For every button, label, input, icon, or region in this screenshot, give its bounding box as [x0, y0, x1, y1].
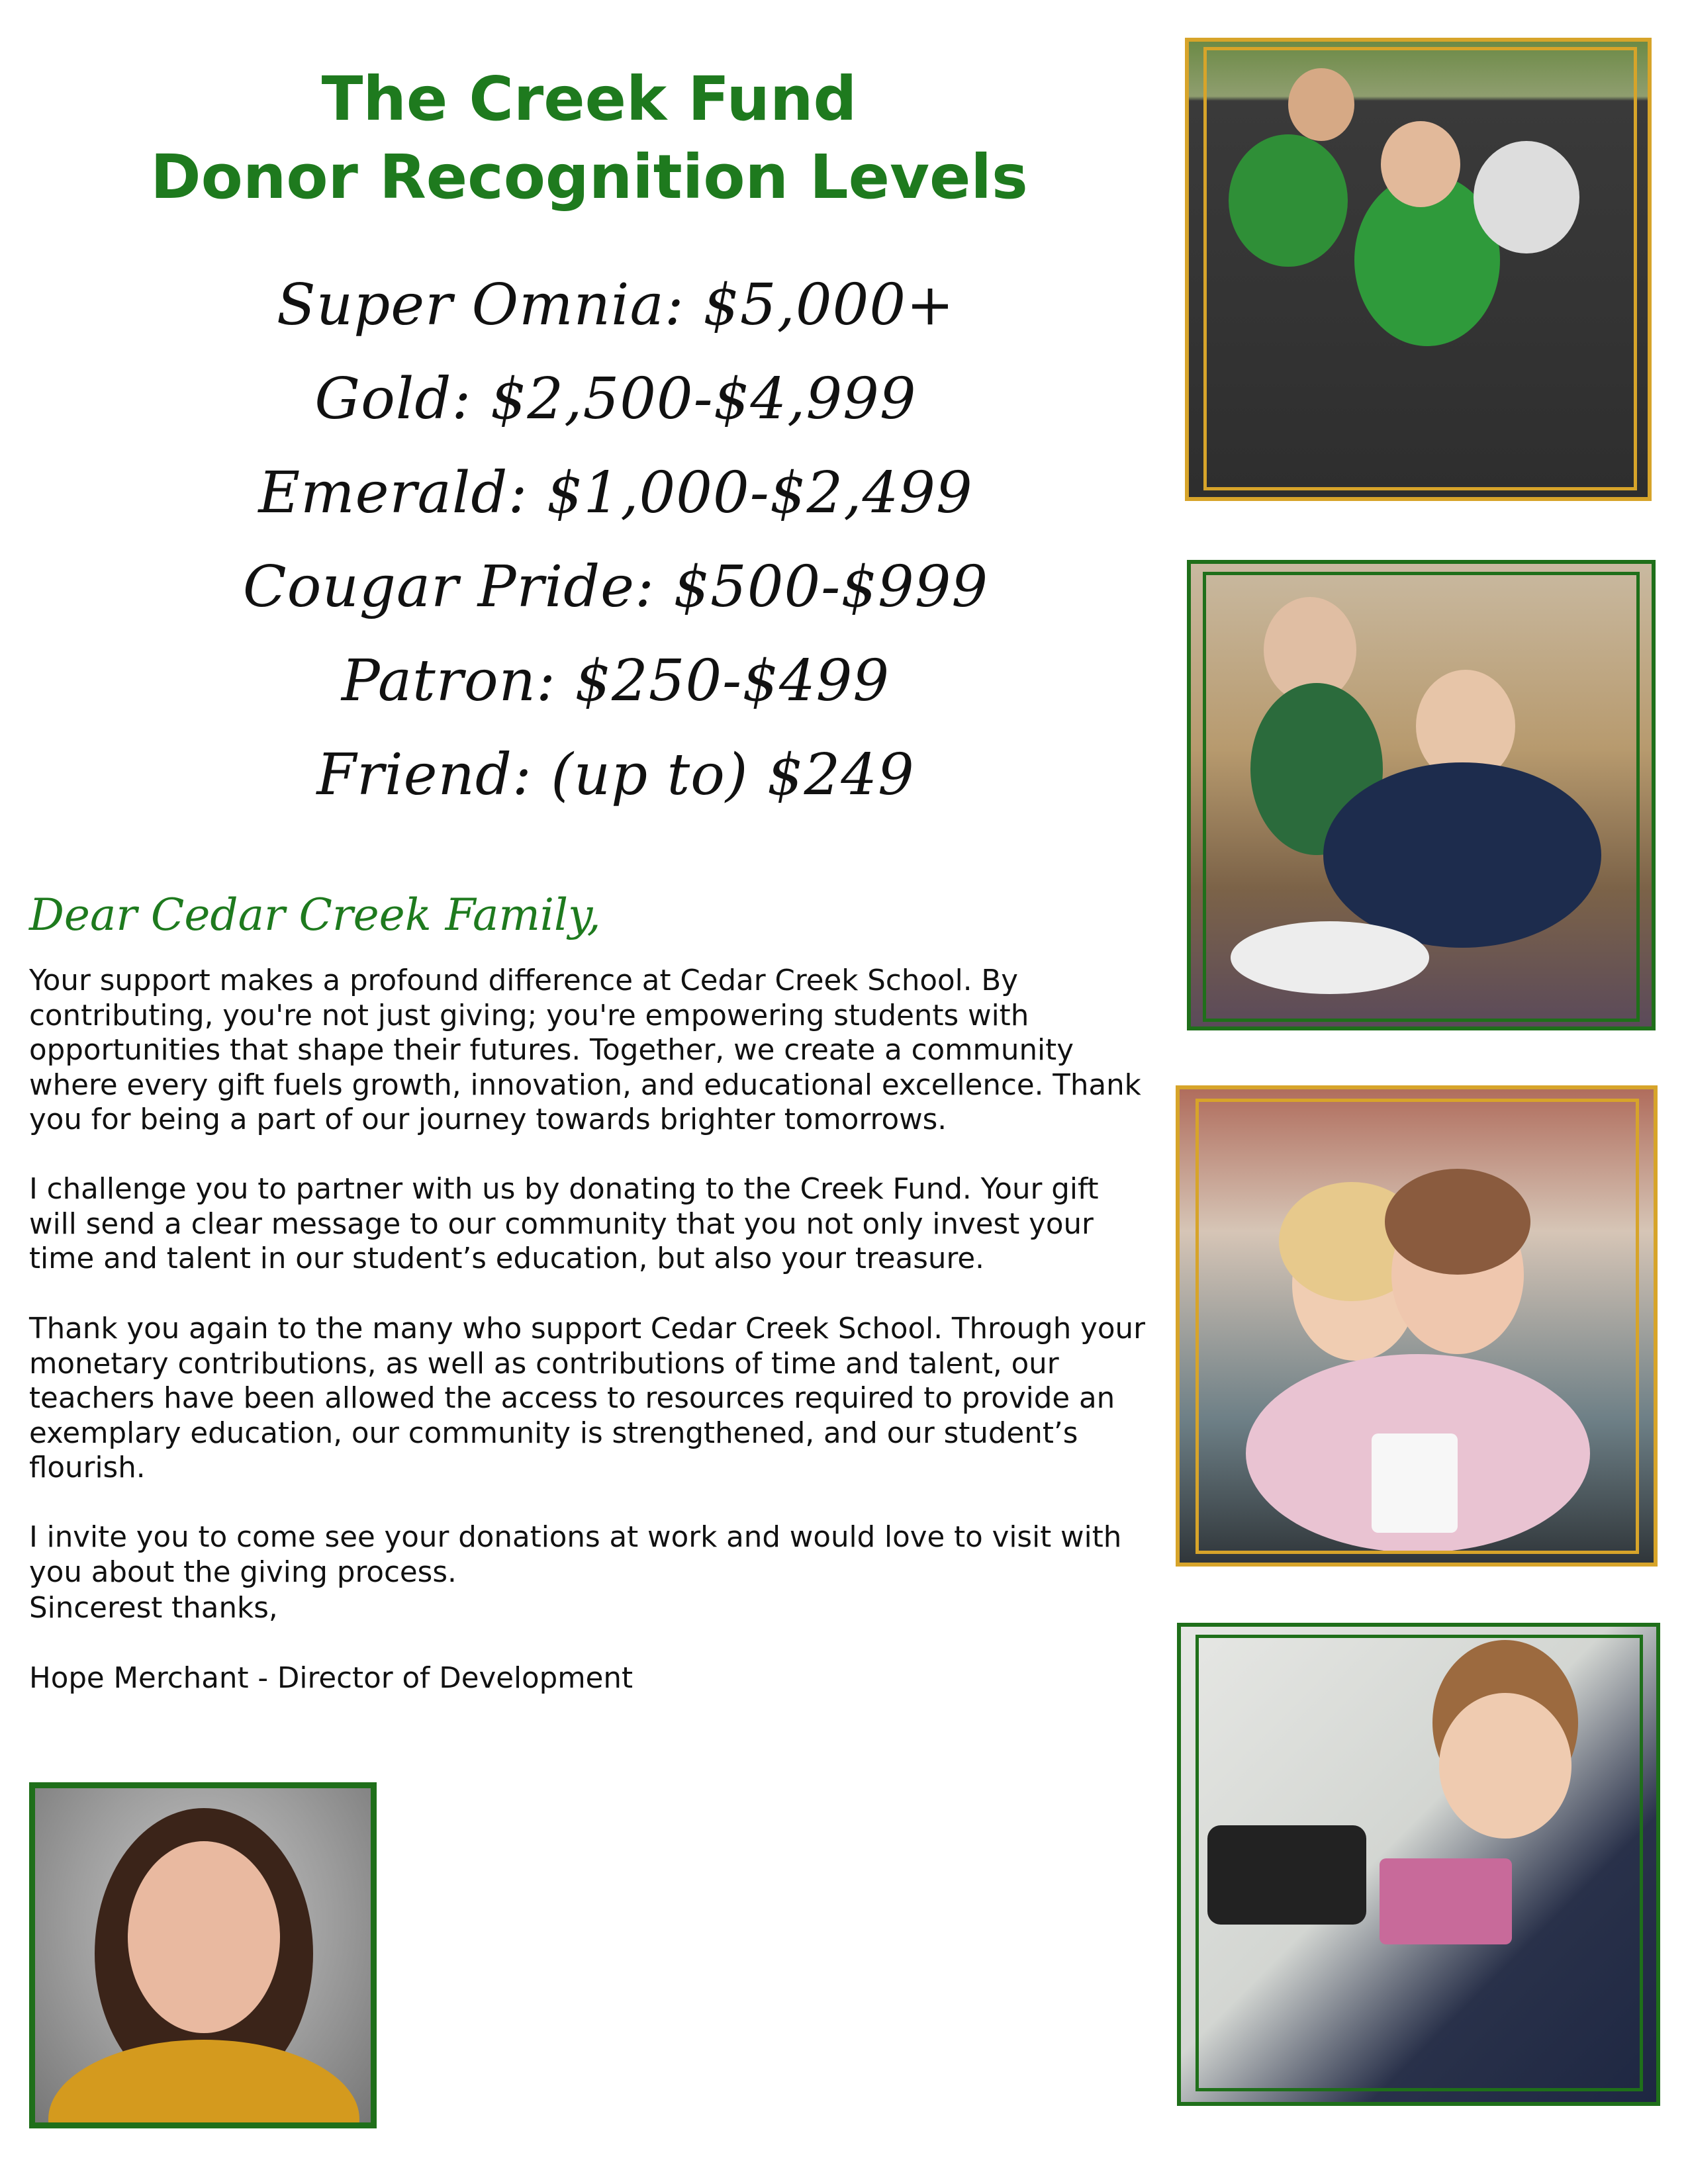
level-patron: Patron: $250-$499 [341, 648, 890, 714]
letter-greeting: Dear Cedar Creek Family, [29, 889, 601, 940]
photo-boy-painting [1177, 1623, 1660, 2106]
letter-signature: Hope Merchant - Director of Development [29, 1662, 633, 1695]
letter-paragraph-3: Thank you again to the many who support Cedar Creek School. Through your monetary contributions, as well as contributions of time and talent, our teachers have been allowed the access to resources required to provide an exemplary education, our community is strengthened, and our student’s flourish. [29, 1312, 1145, 1484]
title-line-1: The Creek Fund [321, 64, 857, 134]
letter-paragraph-4: I invite you to come see your donations at work and would love to visit with you about the giving process. [29, 1521, 1122, 1589]
letter-paragraph-1: Your support makes a profound difference at Cedar Creek School. By contributing, you're not just giving; you're empowering students with opportunities that shape their futures. Together, we create a community where every gift fuels growth, innovation, and educational excellence. Thank you for being a part of our journey towards brighter tomorrows. [29, 964, 1141, 1136]
donor-levels-list [0, 258, 1231, 822]
title-line-2: Donor Recognition Levels [150, 142, 1028, 212]
level-gold: Gold: $2,500-$4,999 [314, 366, 917, 432]
level-cougar-pride: Cougar Pride: $500-$999 [242, 554, 989, 620]
photo-students-stretching [1185, 38, 1652, 501]
photo-science-class [1187, 560, 1656, 1030]
photo-two-girls [1176, 1085, 1658, 1567]
level-emerald: Emerald: $1,000-$2,499 [258, 460, 973, 526]
level-super-omnia: Super Omnia: $5,000+ [276, 272, 955, 338]
level-friend: Friend: (up to) $249 [316, 742, 915, 808]
letter-closing: Sincerest thanks, [29, 1592, 278, 1625]
letter-paragraph-2: I challenge you to partner with us by donating to the Creek Fund. Your gift will send a clear message to our community that you not only invest your time and talent in our student’s education, but also your treasure. [29, 1173, 1099, 1275]
portrait-photo [29, 1782, 377, 2128]
